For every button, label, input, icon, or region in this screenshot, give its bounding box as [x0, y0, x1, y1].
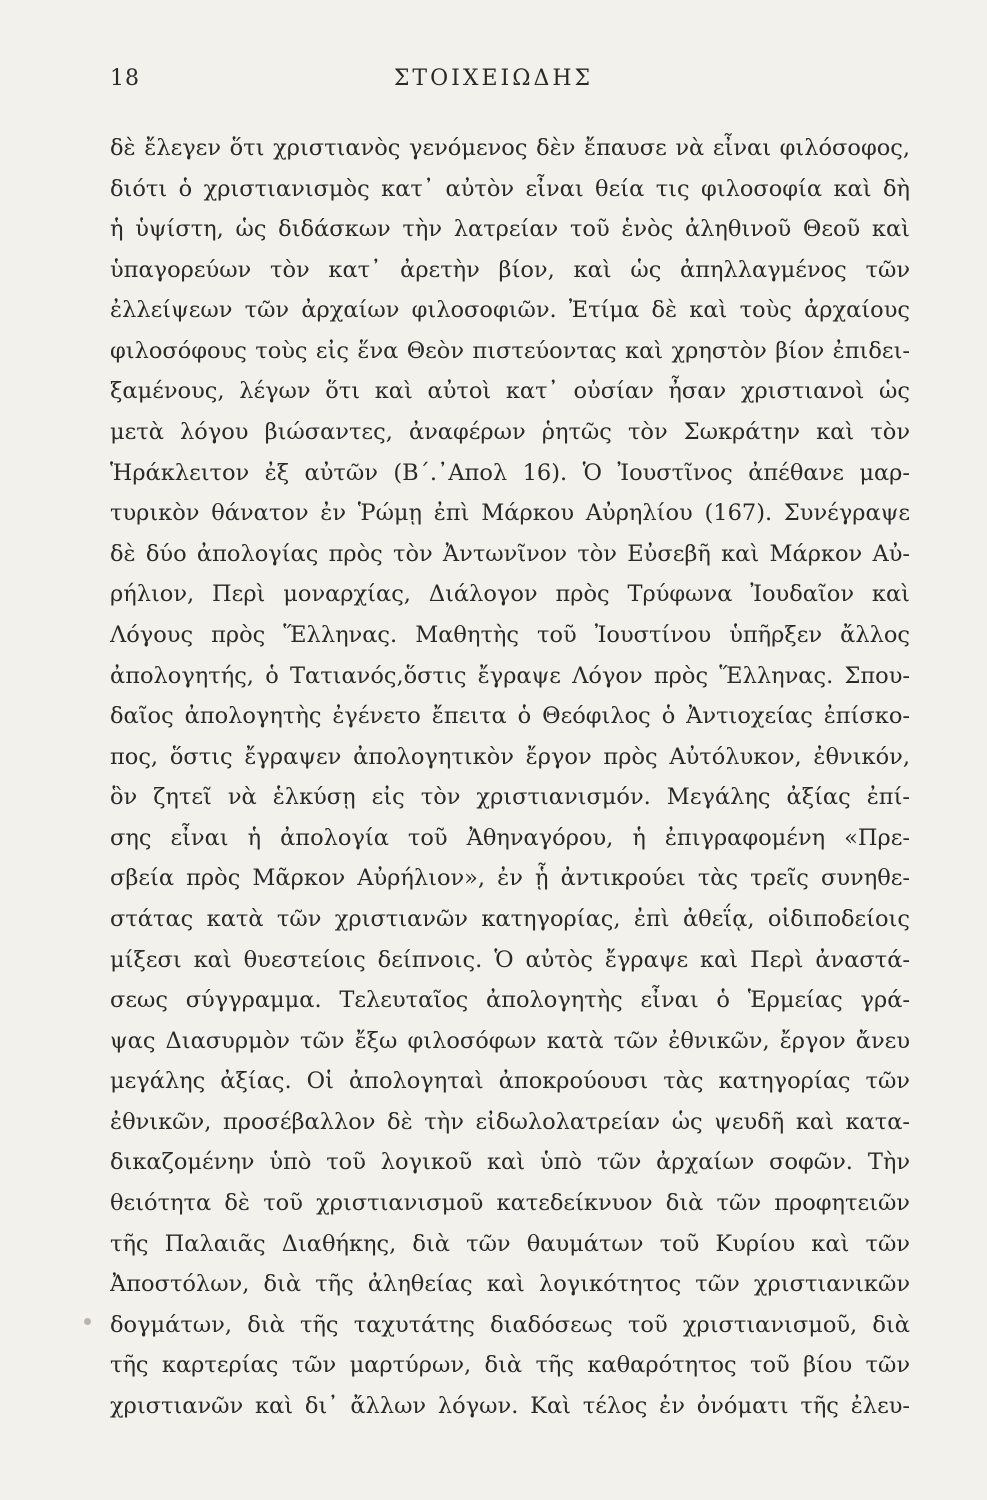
text-line: Ἀποστόλων, διὰ τῆς ἀληθείας καὶ λογικότητος τῶν χριστιανικῶν — [110, 1271, 910, 1298]
text-line: ἀπολογητής, ὁ Τατιανός,ὅστις ἔγραψε Λόγον πρὸς Ἕλληνας. Σπου- — [110, 662, 910, 689]
body-text — [110, 128, 910, 1427]
text-line: ξαμένους, λέγων ὅτι καὶ αὐτοὶ κατ᾽ οὐσίαν ἦσαν χριστιανοὶ ὡς — [110, 378, 910, 405]
text-line: τυρικὸν θάνατον ἐν Ῥώμῃ ἐπὶ Μάρκου Αὐρηλίου (167). Συνέγραψε — [110, 500, 910, 527]
text-line: ὃν ζητεῖ νὰ ἑλκύσῃ εἰς τὸν χριστιανισμόν. Μεγάλης ἀξίας ἐπί- — [110, 784, 910, 811]
text-line: χριστιανῶν καὶ δι᾽ ἄλλων λόγων. Καὶ τέλος ἐν ὀνόματι τῆς ἐλευ- — [110, 1392, 910, 1419]
text-line: ἐθνικῶν, προσέβαλλον δὲ τὴν εἰδωλολατρείαν ὡς ψευδῆ καὶ κατα- — [110, 1108, 910, 1135]
text-line: μεγάλης ἀξίας. Οἱ ἀπολογηταὶ ἀποκρούουσι τὰς κατηγορίας τῶν — [110, 1068, 910, 1095]
text-line: τῆς Παλαιᾶς Διαθήκης, διὰ τῶν θαυμάτων τοῦ Κυρίου καὶ τῶν — [110, 1230, 910, 1257]
text-line: πος, ὅστις ἔγραψεν ἀπολογητικὸν ἔργον πρὸς Αὐτόλυκον, ἐθνικόν, — [110, 743, 910, 770]
text-line: ὑπαγορεύων τὸν κατ᾽ ἀρετὴν βίον, καὶ ὡς ἀπηλλαγμένος τῶν — [110, 256, 910, 283]
text-line: στάτας κατὰ τῶν χριστιανῶν κατηγορίας, ἐπὶ ἀθεΐᾳ, οἰδιποδείοις — [110, 905, 910, 932]
text-line: ψας Διασυρμὸν τῶν ἔξω φιλοσόφων κατὰ τῶν ἐθνικῶν, ἔργον ἄνευ — [110, 1027, 910, 1054]
text-line: Ἡράκλειτον ἐξ αὐτῶν (Β΄.᾽Απολ 16). Ὁ Ἰουστῖνος ἀπέθανε μαρ- — [110, 459, 910, 486]
text-line: δὲ ἔλεγεν ὅτι χριστιανὸς γενόμενος δὲν ἔπαυσε νὰ εἶναι φιλόσοφος, — [110, 135, 910, 161]
text-line: δαῖος ἀπολογητὴς ἐγένετο ἔπειτα ὁ Θεόφιλος ὁ Ἀντιοχείας ἐπίσκο- — [110, 703, 910, 730]
text-line: δὲ δύο ἀπολογίας πρὸς τὸν Ἀντωνῖνον τὸν Εὐσεβῆ καὶ Μάρκον Αὐ- — [110, 540, 910, 567]
text-line: σεως σύγγραμμα. Τελευταῖος ἀπολογητὴς εἶναι ὁ Ἑρμείας γρά- — [110, 987, 910, 1014]
text-line: σβεία πρὸς Μᾶρκον Αὐρήλιον», ἐν ᾗ ἀντικρούει τὰς τρεῖς συνηθε- — [110, 865, 910, 892]
text-line: δικαζομένην ὑπὸ τοῦ λογικοῦ καὶ ὑπὸ τῶν ἀρχαίων σοφῶν. Τὴν — [110, 1149, 910, 1176]
text-line: μίξεσι καὶ θυεστείοις δείπνοις. Ὁ αὐτὸς ἔγραψε καὶ Περὶ ἀναστά- — [110, 946, 910, 973]
text-line: ἡ ὑψίστη, ὡς διδάσκων τὴν λατρείαν τοῦ ἑνὸς ἀληθινοῦ Θεοῦ καὶ — [110, 216, 910, 243]
text-line: τῆς καρτερίας τῶν μαρτύρων, διὰ τῆς καθαρότητος τοῦ βίου τῶν — [110, 1352, 910, 1379]
page-number: 18 — [110, 66, 140, 91]
running-title: ΣΤΟΙΧΕΙΩΔΗΣ — [393, 66, 594, 91]
text-line: μετὰ λόγου βιώσαντες, ἀναφέρων ῥητῶς τὸν Σωκράτην καὶ τὸν — [110, 419, 910, 446]
text-line: δογμάτων, διὰ τῆς ταχυτάτης διαδόσεως τοῦ χριστιανισμοῦ, διὰ — [110, 1311, 910, 1338]
text-line: ἐλλείψεων τῶν ἀρχαίων φιλοσοφιῶν. Ἐτίμα δὲ καὶ τοὺς ἀρχαίους — [110, 297, 910, 324]
text-line: σης εἶναι ἡ ἀπολογία τοῦ Ἀθηναγόρου, ἡ ἐπιγραφομένη «Πρε- — [110, 824, 910, 851]
text-line: διότι ὁ χριστιανισμὸς κατ᾽ αὐτὸν εἶναι θεία τις φιλοσοφία καὶ δὴ — [110, 175, 910, 202]
text-line: ρήλιον, Περὶ μοναρχίας, Διάλογον πρὸς Τρύφωνα Ἰουδαῖον καὶ — [110, 581, 910, 608]
ink-spot — [84, 1318, 91, 1325]
text-line: φιλοσόφους τοὺς εἰς ἕνα Θεὸν πιστεύοντας καὶ χρηστὸν βίον ἐπιδει- — [110, 337, 910, 364]
text-line: θειότητα δὲ τοῦ χριστιανισμοῦ κατεδείκνυον διὰ τῶν προφητειῶν — [110, 1190, 910, 1217]
text-line: Λόγους πρὸς Ἕλληνας. Μαθητὴς τοῦ Ἰουστίνου ὑπῆρξεν ἄλλος — [110, 621, 910, 648]
